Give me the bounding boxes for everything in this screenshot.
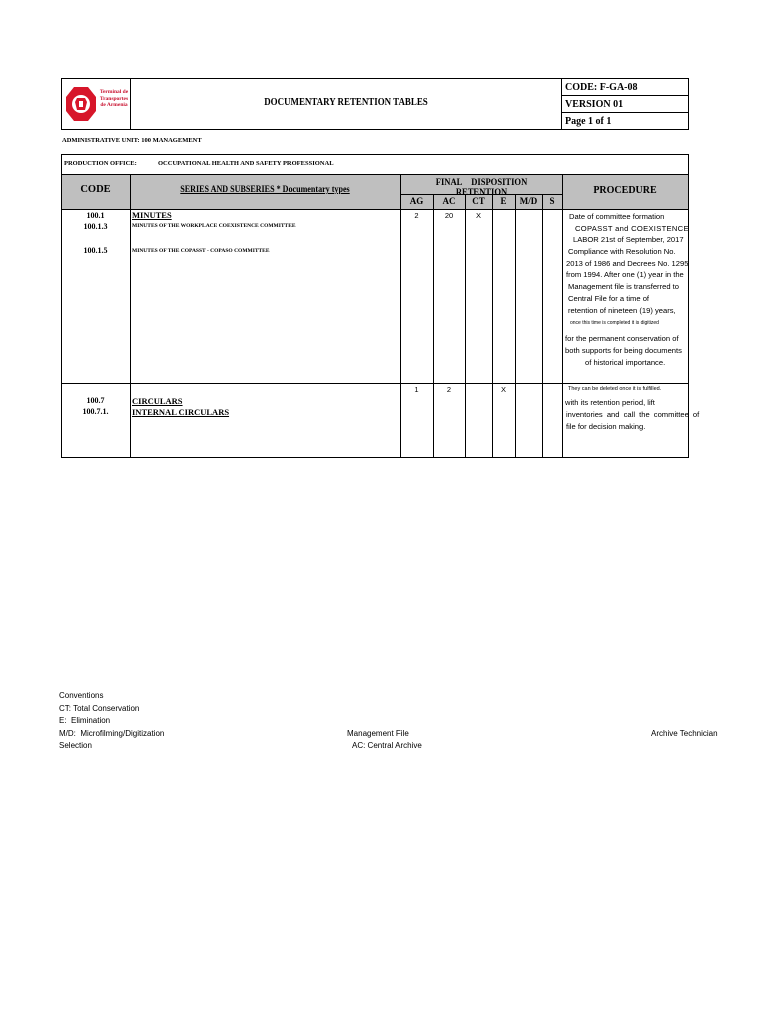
signature-management-file: Management File <box>347 729 409 738</box>
series-title: CIRCULARS <box>132 396 183 406</box>
admin-unit: ADMINISTRATIVE UNIT: 100 MANAGEMENT <box>62 137 202 144</box>
col-header-code: CODE <box>80 184 111 195</box>
subseries-name: MINUTES OF THE COPASST - COPASO COMMITTEE <box>132 248 270 254</box>
convention-item: CT: Total Conservation <box>59 704 140 713</box>
logo-text-line: de Armenia <box>100 102 128 108</box>
row-code: 100.1.3 <box>83 222 108 231</box>
document-title: DOCUMENTARY RETENTION TABLES <box>264 97 428 108</box>
col-header-e: E <box>500 196 507 206</box>
production-office-label: PRODUCTION OFFICE: <box>64 160 137 167</box>
convention-item: E: Elimination <box>59 716 111 725</box>
document-code: CODE: F-GA-08 <box>561 78 689 96</box>
convention-item: M/D: Microfilming/Digitization <box>59 729 165 738</box>
convention-item: Selection <box>59 741 92 750</box>
logo-text-line: Transportes <box>99 95 129 102</box>
col-header-final-disposition: FINAL DISPOSITION RETENTION <box>435 178 528 198</box>
logo-text-line: Terminal de <box>99 89 129 95</box>
col-header-ag: AG <box>409 196 424 206</box>
cell-ag: 1 <box>414 385 419 394</box>
cell-ct: X <box>475 211 481 220</box>
row-code: 100.7.1. <box>82 407 109 416</box>
production-office-row <box>61 154 689 175</box>
col-header-ct: CT <box>472 196 485 206</box>
page-number: Page 1 of 1 <box>561 112 689 130</box>
cell-ag: 2 <box>414 211 419 220</box>
document-version: VERSION 01 <box>561 95 689 113</box>
col-header-s: S <box>549 196 555 206</box>
cell-ac: 2 <box>446 385 452 394</box>
row-code: 100.7 <box>86 396 105 405</box>
col-header-md: M/D <box>519 196 538 206</box>
series-title: MINUTES <box>132 210 172 220</box>
subseries-name: INTERNAL CIRCULARS <box>132 407 230 417</box>
signature-archive-technician: Archive Technician <box>651 729 718 738</box>
production-office-value: OCCUPATIONAL HEALTH AND SAFETY PROFESSIONAL <box>158 160 334 167</box>
col-header-procedure: PROCEDURE <box>593 185 657 196</box>
logo-cell <box>61 78 131 130</box>
subseries-name: MINUTES OF THE WORKPLACE COEXISTENCE COMMITTEE <box>132 223 296 229</box>
cell-e: X <box>500 385 506 394</box>
row-code: 100.1 <box>86 211 105 220</box>
col-header-ac: AC <box>442 196 456 206</box>
conventions-title: Conventions <box>59 691 104 700</box>
row-code: 100.1.5 <box>83 246 108 255</box>
signature-central-archive: AC: Central Archive <box>352 741 422 750</box>
col-header-series: SERIES AND SUBSERIES * Documentary types <box>180 185 350 195</box>
cell-ac: 20 <box>444 211 454 220</box>
company-logo <box>65 85 97 123</box>
title-cell <box>130 78 562 130</box>
